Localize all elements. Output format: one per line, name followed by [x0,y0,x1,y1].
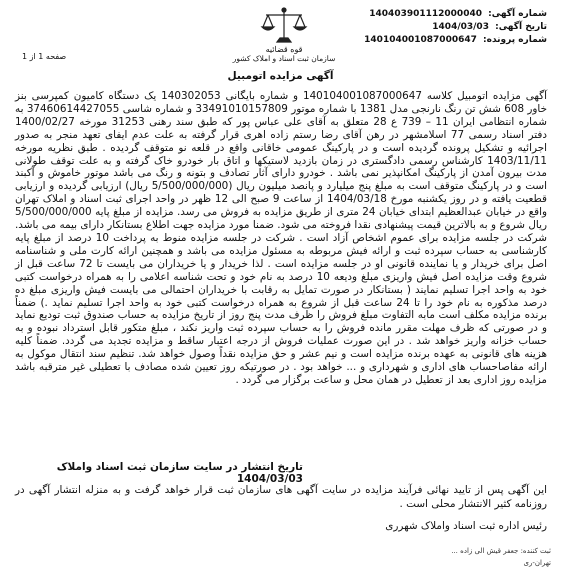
case-number-label: شماره پرونده: [483,35,547,45]
org-line-1: قوه قضائیه [265,45,303,54]
notice-title: آگهی مزایده اتومبیل [227,70,334,82]
case-number-row [317,34,547,47]
notice-number-label: شماره آگهی: [488,9,547,19]
organization-name [222,45,346,63]
publish-date-line: تاریخ انتشار در سایت سازمان ثبت اسناد واملاک 1404/03/03 [56,461,303,485]
location-row: تهران-ری [523,559,551,567]
office-chief: رئیس اداره ثبت اسناد واملاک شهرری [385,520,547,532]
notice-date-row [317,21,547,34]
case-number: 140104001087000647 [364,35,477,45]
notice-meta [317,8,547,47]
notice-body: آگهی مزایده اتومبیل کلاسه 140104001087000647 و شماره بایگانی 140302053 یک دستگاه کامیون کمپرسی بنز خاور 608 شش تن رنگ نارنجی مدل 1381 با شماره موتور 33491010157809 و شماره شاسی 37460614427055 به شماره انتظامی ایران 11 – 739 ع 28 متعلق به آقای علی عباس پور که طبق سند رهنی 31253 مورخه 1400/02/27 دفتر اسناد رسمی 77 اسلامشهر در رهن آقای رضا رستم زاده اهری قرار گرفته به علت عدم ایفای تعهد منجر به صدور اجرائیه و تشکیل پرونده گردیده است و در پارکینگ عمومی خاقانی واقع در قلعه نو متوقف گردیده . طبق نظریه مورخه 1403/11/11 کارشناس رسمی دادگستری در زمان بازدید لاستیکها و اتاق بار خودرو خاک گرفته و به علت توقف طولانی مدت بیرون آمدن از پارکینگ امکانپذیر نمی باشد . خودرو دارای آثار تصادف و بتونه و رنگ می باشد موتور خاموش و آکبند است و در پارکینگ متوقف است به مبلغ پنج میلیارد و پانصد میلیون ریال (5/500/000/000 ریال) ارزیابی گردیده و ارزیابی قطعیت یافته و در روز یکشنبه مورخ 1404/03/18 از ساعت 9 صبح الی 12 ظهر در واحد اجرای ثبت اسناد و املاک تهران واقع در خیابان عبدالعظیم ابتدای خیابان 24 متری از طریق مزایده به فروش می رسد. مزایده از مبلغ پایه 5/500/000/000 ریال شروع و به بالاترین قیمت پیشنهادی نقدا فروخته می شود. ضمنا مورد مزایده جهت اطلاع بستانکار دارای بیمه می باشد. شرکت در جلسه مزایده برای عموم اشخاص آزاد است . شرکت در جلسه مزایده منوط به پرداخت 10 درصد از مبلغ پایه کارشناسی به حساب سپرده ثبت و ارائه فیش مربوطه به مسئول مزایده می باشد و همچنین ارائه کارت ملی و شناسنامه اصل برای خریدار و یا نماینده قانونی او در جلسه مزایده است . لذا خریدار و یا خریداران می بایست تا 72 ساعت قبل از شروع وقت مزایده اصل فیش واریزی مبلغ ودیعه 10 درصد به نام خود و تحت شناسه اعلامی را به همراه درخواست کتبی خود به واحد اجرا تسلیم نمایند ( بستانکار در صورت تمایل به رقابت با خریداران احتمالی می بایست فیش واریزی مبلغ ده درصد مذکوره به نام خود را تا 24 ساعت قبل از شروع به همراه درخواست کتبی خود به واحد اجرا تسلیم نماید .) ضمناً برنده مزایده مکلف است مابه التفاوت مبلغ فروش را ظرف مدت پنج روز از تاریخ مزایده به حساب صندوق ثبت تودیع نماید و در صورتی که ظرف مهلت مقرر مانده فروش را به حساب سپرده ثبت واریز نکند ، مبلغ متکور قابل استرداد نبوده و به حساب خزانه واریز خواهد شد . در این صورت عملیات فروش از درجه اعتبار ساقط و مزایده تجدید می گردد. ضمناً کلیه هزینه های قانونی به عهده برنده مزایده است و نیم عشر و حق مزایده نقداً وصول خواهد شد. تنظیم سند انتقال موکول به ارائه مفاصاحساب های اداری و شهرداری و ... خواهد بود . در صورتیکه روز تعیین شده مصادف با تعطیلی غیر مترقبه باشد مزایده روز اداری بعد از تعطیل در همان محل و ساعت برگزار می گردد . [15,90,548,386]
notice-number-row [317,8,547,21]
registrar-label: ثبت کننده: [520,547,551,555]
org-line-2: سازمان ثبت اسناد و املاک کشور [232,54,336,63]
notice-number: 140403901112000040 [369,9,482,19]
publication-note: این آگهی پس از تایید نهائی فرآیند مزایده در سایت آگهی های سازمان ثبت قرار خواهد گرفت و به منزله انتشار آگهی در روزنامه کثیر الانتشار محلی است . [15,484,547,510]
signature-block [451,545,551,569]
notice-date-label: تاریخ آگهی: [495,22,547,32]
notice-date: 1404/03/03 [432,22,489,32]
registrar-dots: ... [451,547,458,555]
page-indicator: صفحه 1 از 1 [22,52,67,61]
registrar-row [451,545,551,557]
scales-of-justice-logo-icon [258,6,310,46]
registrar-name: جعفر قیش الی زاده [460,547,519,555]
